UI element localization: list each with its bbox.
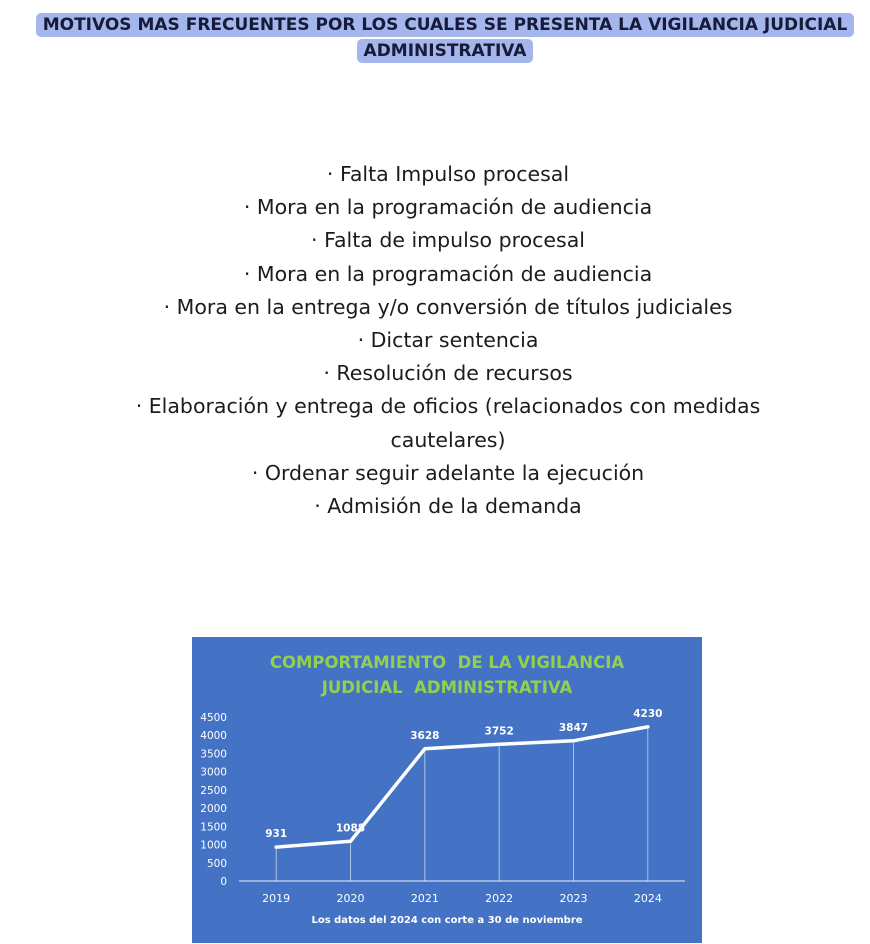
series-line — [276, 727, 648, 847]
motive-item: · Mora en la programación de audiencia — [243, 261, 653, 286]
y-tick-label: 500 — [206, 857, 227, 870]
chart-svg — [192, 637, 702, 943]
data-label: 1088 — [335, 822, 366, 835]
x-tick-label: 2019 — [262, 892, 291, 905]
y-tick-label: 3500 — [200, 748, 227, 761]
x-tick-label: 2021 — [410, 892, 439, 905]
y-tick-label: 4500 — [200, 712, 227, 724]
x-tick-label: 2024 — [633, 892, 662, 905]
y-tick-label: 1500 — [200, 821, 227, 834]
page-heading: MOTIVOS MAS FRECUENTES POR LOS CUALES SE PRESENTA LA VIGILANCIA JUDICIAL ADMINISTRATIVA — [36, 13, 855, 63]
motive-item: · Elaboración y entrega de oficios (relacionados con medidas cautelares) — [135, 394, 761, 452]
motive-item: · Dictar sentencia — [357, 328, 539, 353]
y-tick-label: 3000 — [200, 766, 227, 779]
chart-title: JUDICIAL ADMINISTRATIVA — [321, 678, 573, 697]
y-tick-label: 1000 — [200, 839, 227, 852]
motive-item: · Falta de impulso procesal — [311, 228, 585, 253]
y-tick-label: 0 — [220, 876, 227, 888]
data-label: 4230 — [633, 707, 663, 720]
motive-item: · Admisión de la demanda — [314, 494, 582, 519]
motives-list — [130, 158, 766, 523]
motive-item: · Mora en la programación de audiencia — [243, 195, 653, 220]
heading-block — [0, 12, 870, 64]
data-label: 3752 — [484, 725, 514, 738]
motive-item: · Mora en la entrega y/o conversión de títulos judiciales — [163, 294, 733, 319]
line-chart — [192, 637, 702, 943]
motive-item: · Falta Impulso procesal — [326, 162, 570, 186]
data-label: 3847 — [558, 721, 589, 734]
y-tick-label: 2500 — [200, 784, 227, 797]
x-tick-label: 2020 — [336, 892, 365, 905]
chart-note: Los datos del 2024 con corte a 30 de noviembre — [311, 915, 583, 926]
y-tick-label: 4000 — [200, 730, 227, 743]
data-label: 3628 — [410, 729, 440, 742]
motive-item: · Ordenar seguir adelante la ejecución — [251, 460, 645, 485]
x-tick-label: 2022 — [485, 892, 514, 905]
y-tick-label: 2000 — [200, 803, 227, 816]
data-label: 931 — [265, 828, 288, 841]
chart-title: COMPORTAMIENTO DE LA VIGILANCIA — [269, 653, 625, 672]
motive-item: · Resolución de recursos — [323, 361, 573, 386]
x-tick-label: 2023 — [559, 892, 588, 905]
